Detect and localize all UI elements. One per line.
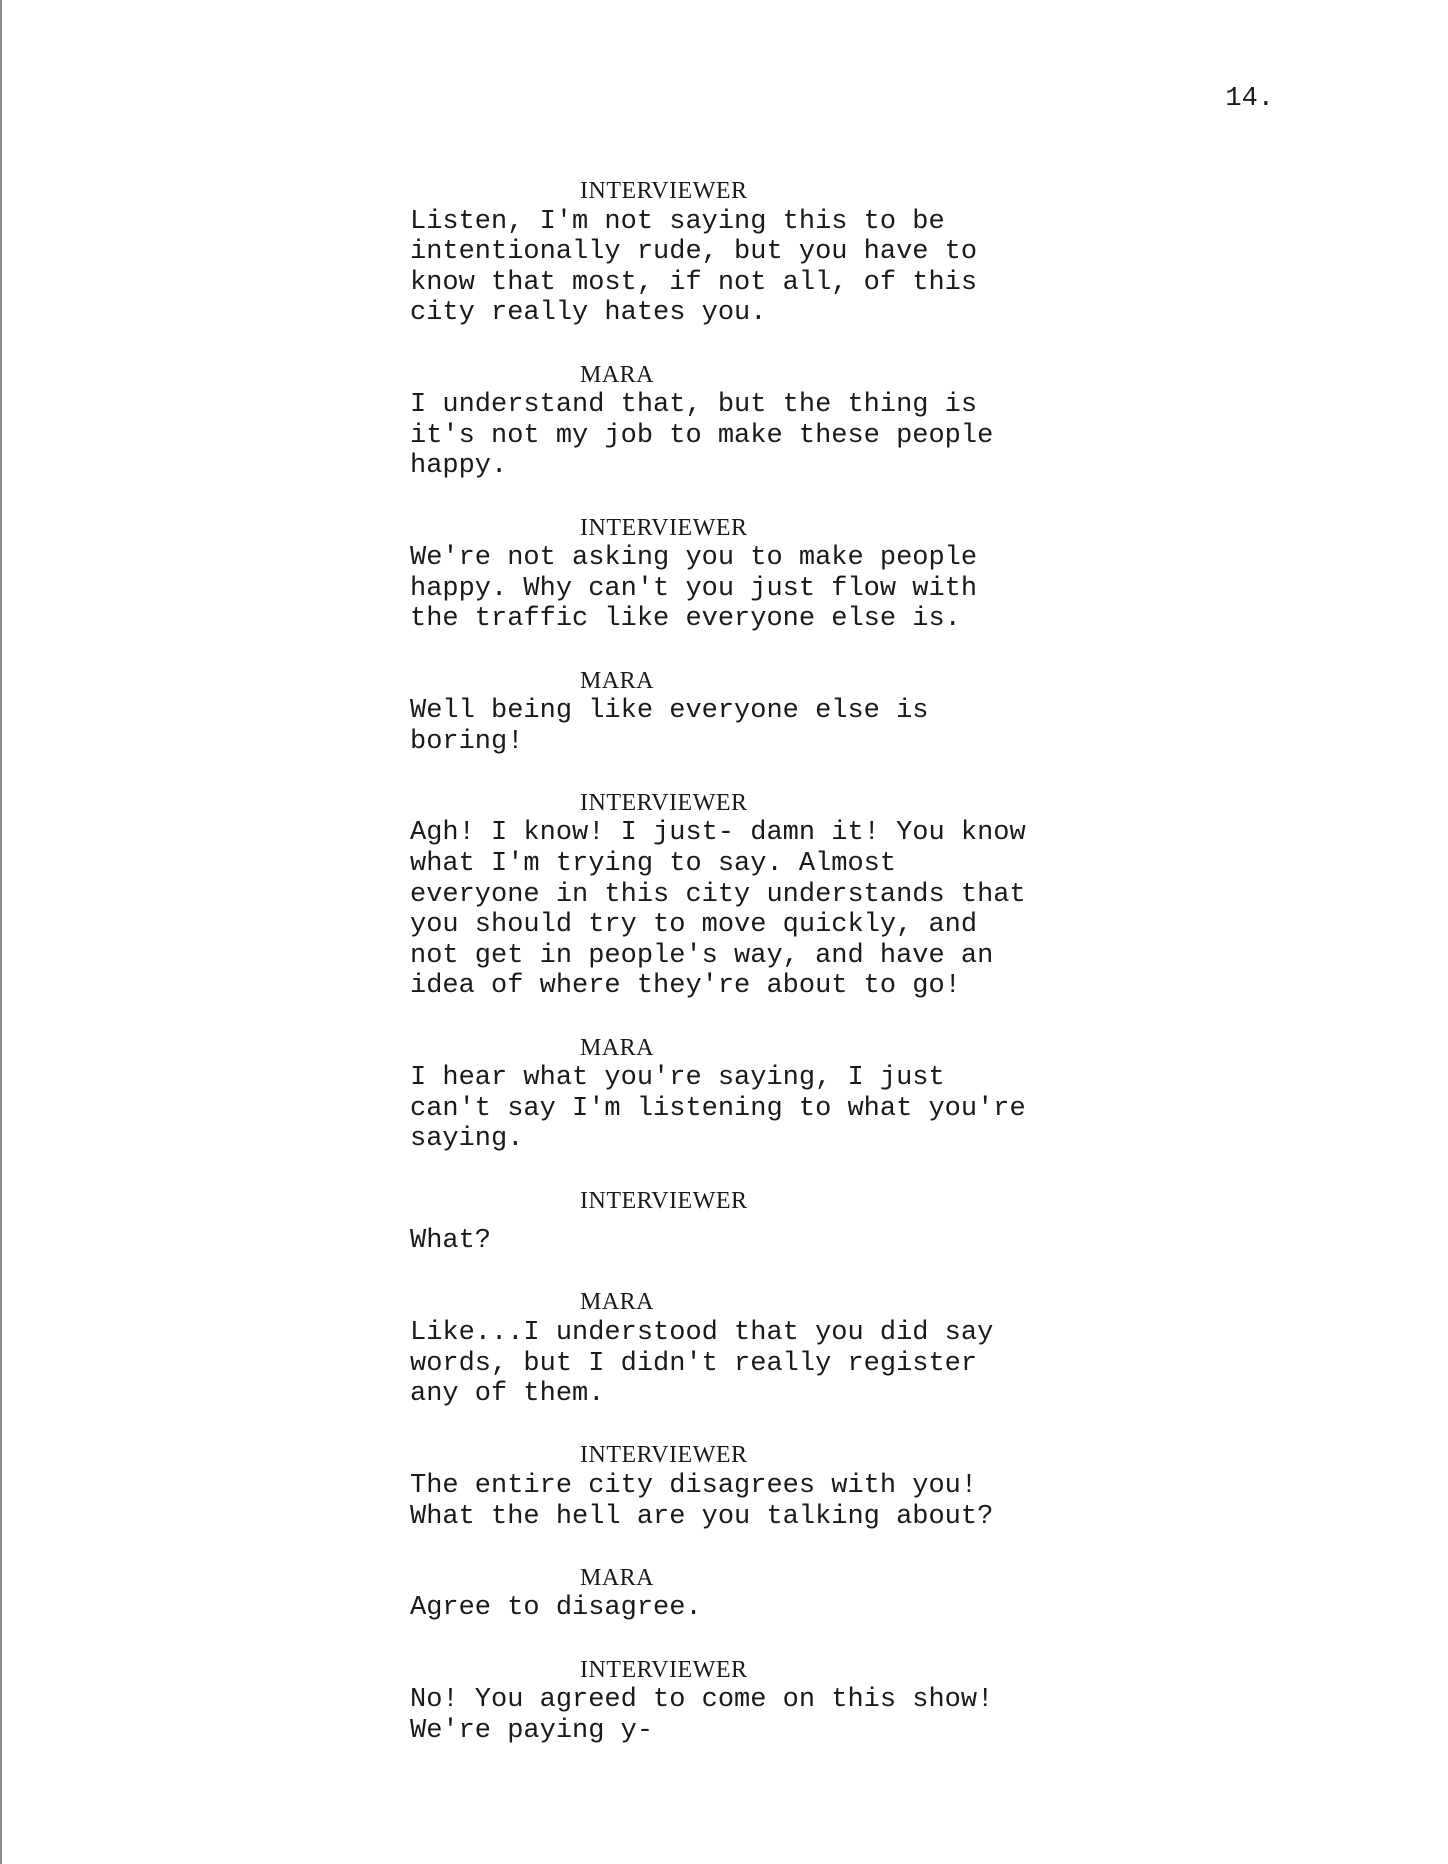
- dialogue-text: Agh! I know! I just- damn it! You know what I'm trying to say. Almost everyone in this city understands that you should try to move quickly, and not get in people's way, and have an idea of where they're about to go!: [410, 818, 1026, 1002]
- dialogue-block: [410, 1440, 1110, 1532]
- character-name: MARA: [580, 667, 655, 694]
- dialogue-block: [410, 788, 1110, 1002]
- character-name: INTERVIEWER: [580, 178, 748, 204]
- dialogue-block: [410, 360, 1110, 482]
- dialogue-text: Agree to disagree.: [410, 1593, 702, 1624]
- dialogue-block: [410, 513, 1110, 635]
- character-name: MARA: [580, 361, 655, 388]
- character-name: MARA: [580, 1034, 655, 1061]
- screenplay-body: [410, 176, 1110, 1777]
- dialogue-block: [410, 176, 1110, 329]
- dialogue-text: Well being like everyone else is boring!: [410, 696, 929, 757]
- character-name: INTERVIEWER: [580, 789, 748, 816]
- dialogue-text: I understand that, but the thing is it's not my job to make these people happy.: [410, 390, 994, 482]
- character-name: INTERVIEWER: [580, 1187, 748, 1214]
- character-name: MARA: [580, 1289, 655, 1316]
- dialogue-text: The entire city disagrees with you! What the hell are you talking about?: [410, 1470, 994, 1532]
- page-number: 14.: [1225, 84, 1274, 114]
- dialogue-text: No! You agreed to come on this show! We're paying y-: [410, 1685, 994, 1746]
- dialogue-block: [410, 1186, 1110, 1257]
- dialogue-block: [410, 666, 1110, 758]
- dialogue-text: Listen, I'm not saying this to be intentionally rude, but you have to know that most, if not all, of this city really hates you.: [410, 206, 978, 329]
- dialogue-text: I hear what you're saying, I just can't say I'm listening to what you're saying.: [410, 1063, 1026, 1155]
- character-name: MARA: [580, 1564, 655, 1591]
- character-name: INTERVIEWER: [580, 1656, 748, 1683]
- dialogue-block: [410, 1287, 1110, 1409]
- character-name: INTERVIEWER: [580, 1442, 748, 1469]
- dialogue-text: We're not asking you to make people happy. Why can't you just flow with the traffic like everyone else is.: [410, 543, 978, 635]
- dialogue-block: [410, 1563, 1110, 1624]
- dialogue-block: [410, 1033, 1110, 1155]
- character-name: INTERVIEWER: [580, 514, 748, 541]
- dialogue-block: [410, 1655, 1110, 1747]
- dialogue-text: Like...I understood that you did say words, but I didn't really register any of them.: [410, 1317, 994, 1410]
- dialogue-text: What?: [410, 1226, 492, 1257]
